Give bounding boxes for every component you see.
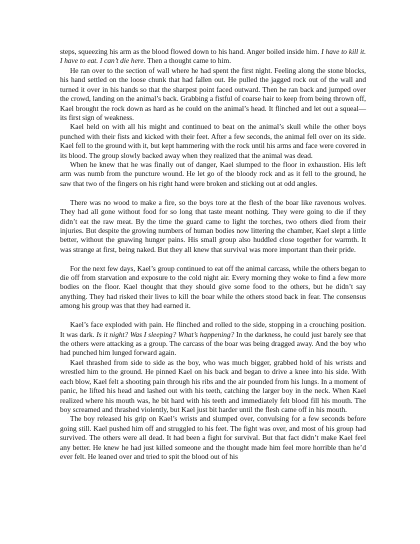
paragraph	[60, 264, 366, 311]
italic-text: I have to kill it. I have to eat. I can’t die here.	[60, 47, 366, 66]
text-segment: He ran over to the section of wall where he had spent the first night. Feeling along the stone blocks, his hand settled on the loose chunk that had fallen out. He pulled the jagged rock out of the wall and turned it over in his hands so that the sharpest point faced outward. Then he ran back and jumped over the crowd, landing on the animal’s back. Grabbing a fistful of coarse hair to keep from being thrown off, Kael brought the rock down as hard as he could on the animal’s head. It flinched and let out a squeal—its first sign of weakness.	[60, 65, 366, 122]
paragraph	[60, 47, 366, 66]
text-segment: Kael’s face exploded with pain. He flinched and rolled to the side, stopping in a crouching position. It was dark.	[60, 320, 366, 339]
text-segment: Kael thrashed from side to side as the boy, who was much bigger, grabbed hold of his wrists and wrestled him to the ground. He pinned Kael on his back and began to drive a knee into his side. With each blow, Kael felt a shooting pain through his ribs and the air pounded from his lungs. In a moment of panic, he lifted his head and lashed out with his teeth, catching the larger boy in the neck. When Kael realized where his mouth was, he bit hard with his teeth and immediately felt blood fill his mouth. The boy screamed and thrashed violently, but Kael just bit harder until the flesh came off in his mouth.	[60, 357, 366, 414]
italic-text: Is it night? Was I sleeping? What’s happening?	[96, 329, 235, 339]
paragraph	[60, 414, 366, 461]
text-segment: For the next few days, Kael’s group continued to eat off the animal carcass, while the others began to die off from starvation and exposure to the cold night air. Every morning they woke to find a few more bodies on the floor. Kael thought that they should give some food to the others, but he didn’t say anything. They had risked their lives to kill the boar while the others stood back in fear. The consensus among his group was that they had earned it.	[60, 263, 366, 311]
paragraph	[60, 66, 366, 123]
paragraph	[60, 198, 366, 255]
paragraph	[60, 160, 366, 188]
paragraph	[60, 358, 366, 415]
paragraph	[60, 320, 366, 358]
text-segment: The boy released his grip on Kael’s wrists and slumped over, convulsing for a few seconds before going still. Kael pushed him off and struggled to his feet. The fight was over, and most of his group had survived. The others were all dead. It had been a fight for survival. But that fact didn’t make Kael feel any better. He knew he had just killed someone and the thought made him feel more horrible than he’d ever felt. He leaned over and tried to spit the blood out of his	[60, 414, 366, 462]
text-segment: Kael held on with all his might and continued to beat on the animal’s skull while the other boys punched with their fists and kicked with their feet. After a few seconds, the animal fell over on its side. Kael fell to the ground with it, but kept hammering with the rock until his arms and face were covered in its blood. The group slowly backed away when they realized that the animal was dead.	[60, 122, 366, 160]
text-segment: steps, squeezing his arm as the blood flowed down to his hand. Anger boiled inside him.	[60, 47, 322, 56]
text-segment: When he knew that he was finally out of danger, Kael slumped to the floor in exhaustion. His left arm was numb from the puncture wound. He let go of the bloody rock and as it fell to the ground, he saw that two of the fingers on his right hand were broken and sticking out at odd angles.	[60, 160, 366, 188]
paragraph	[60, 122, 366, 160]
body-text	[60, 47, 366, 461]
text-segment: In the darkness, he could just barely see that the others were attacking as a group. The carcass of the boar was being dragged away. And the boy who had punched him lunged forward again.	[60, 329, 366, 358]
text-segment: Then a thought came to him.	[145, 56, 232, 66]
text-segment: There was no wood to make a fire, so the boys tore at the flesh of the boar like ravenous wolves. They had all gone without food for so long that taste meant nothing. They were going to die if they didn’t eat the raw meat. By the time the guard came to light the torches, two others died from their injuries. But despite the growing numbers of human bodies now littering the chamber, Kael slept a little better, without the gnawing hunger pains. His small group also huddled close together for warmth. It was strange at first, being naked. But they all knew that survival was more important than their pride.	[60, 197, 366, 254]
